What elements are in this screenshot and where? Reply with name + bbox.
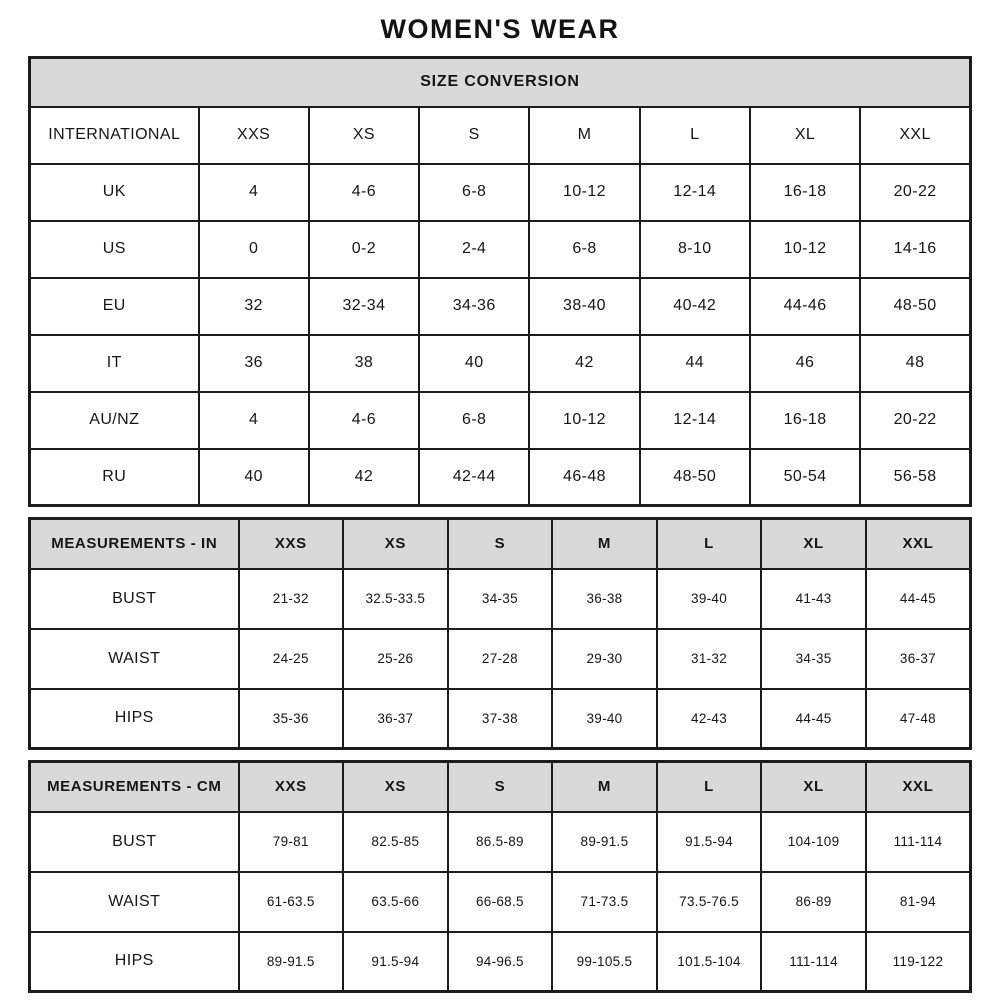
- value-cell: 20-22: [860, 164, 970, 221]
- table-gap: [28, 750, 972, 760]
- value-cell: 44: [640, 335, 750, 392]
- row-label-cell: RU: [30, 449, 199, 506]
- value-cell: 44-45: [866, 569, 971, 629]
- value-cell: 40: [419, 335, 529, 392]
- value-cell: 111-114: [761, 932, 866, 992]
- value-cell: 4-6: [309, 164, 419, 221]
- value-cell: 36-37: [343, 689, 448, 749]
- value-cell: 81-94: [866, 872, 971, 932]
- value-cell: 4: [199, 164, 309, 221]
- row-label-cell: EU: [30, 278, 199, 335]
- table-row: [30, 629, 971, 689]
- size-column-header: M: [552, 762, 657, 812]
- value-cell: 44-46: [750, 278, 860, 335]
- value-cell: 32.5-33.5: [343, 569, 448, 629]
- value-cell: 36-37: [866, 629, 971, 689]
- value-cell: 63.5-66: [343, 872, 448, 932]
- value-cell: 66-68.5: [448, 872, 553, 932]
- value-cell: 27-28: [448, 629, 553, 689]
- value-cell: 61-63.5: [239, 872, 344, 932]
- row-label-cell: WAIST: [30, 629, 239, 689]
- value-cell: 34-35: [761, 629, 866, 689]
- value-cell: XXL: [860, 107, 970, 164]
- value-cell: 2-4: [419, 221, 529, 278]
- table-row: [30, 569, 971, 629]
- row-label-cell: UK: [30, 164, 199, 221]
- value-cell: 6-8: [419, 164, 529, 221]
- table-gap: [28, 507, 972, 517]
- value-cell: 91.5-94: [343, 932, 448, 992]
- value-cell: 47-48: [866, 689, 971, 749]
- measurements-in-header: MEASUREMENTS - IN: [30, 519, 239, 569]
- value-cell: 44-45: [761, 689, 866, 749]
- value-cell: 42-43: [657, 689, 762, 749]
- size-column-header: XXL: [866, 519, 971, 569]
- size-conversion-header-row: [30, 58, 971, 107]
- row-label-cell: HIPS: [30, 932, 239, 992]
- measurements-cm-header: MEASUREMENTS - CM: [30, 762, 239, 812]
- size-column-header: S: [448, 762, 553, 812]
- value-cell: 79-81: [239, 812, 344, 872]
- value-cell: 39-40: [552, 689, 657, 749]
- value-cell: XS: [309, 107, 419, 164]
- value-cell: 42: [309, 449, 419, 506]
- value-cell: 39-40: [657, 569, 762, 629]
- value-cell: 12-14: [640, 164, 750, 221]
- measurements-cm-header-row: [30, 762, 971, 812]
- value-cell: 89-91.5: [239, 932, 344, 992]
- value-cell: 46-48: [529, 449, 639, 506]
- value-cell: 10-12: [529, 164, 639, 221]
- page-title: WOMEN'S WEAR: [380, 14, 620, 44]
- value-cell: 48-50: [640, 449, 750, 506]
- size-column-header: XS: [343, 519, 448, 569]
- value-cell: 56-58: [860, 449, 970, 506]
- value-cell: XL: [750, 107, 860, 164]
- size-column-header: XL: [761, 519, 866, 569]
- value-cell: 89-91.5: [552, 812, 657, 872]
- value-cell: 46: [750, 335, 860, 392]
- value-cell: 42-44: [419, 449, 529, 506]
- size-conversion-table: [28, 56, 972, 507]
- row-label-cell: HIPS: [30, 689, 239, 749]
- value-cell: 82.5-85: [343, 812, 448, 872]
- size-column-header: S: [448, 519, 553, 569]
- table-row: [30, 107, 971, 164]
- value-cell: 42: [529, 335, 639, 392]
- table-row: [30, 278, 971, 335]
- value-cell: 91.5-94: [657, 812, 762, 872]
- table-row: [30, 221, 971, 278]
- value-cell: 86-89: [761, 872, 866, 932]
- size-conversion-header: SIZE CONVERSION: [30, 58, 971, 107]
- row-label-cell: AU/NZ: [30, 392, 199, 449]
- size-column-header: XXS: [239, 519, 344, 569]
- value-cell: L: [640, 107, 750, 164]
- value-cell: 8-10: [640, 221, 750, 278]
- value-cell: 35-36: [239, 689, 344, 749]
- row-label-cell: INTERNATIONAL: [30, 107, 199, 164]
- value-cell: 4-6: [309, 392, 419, 449]
- table-row: [30, 932, 971, 992]
- table-row: [30, 392, 971, 449]
- table-row: [30, 164, 971, 221]
- table-row: [30, 872, 971, 932]
- value-cell: 40-42: [640, 278, 750, 335]
- value-cell: 14-16: [860, 221, 970, 278]
- size-column-header: XS: [343, 762, 448, 812]
- value-cell: 16-18: [750, 392, 860, 449]
- value-cell: 36: [199, 335, 309, 392]
- value-cell: 24-25: [239, 629, 344, 689]
- row-label-cell: WAIST: [30, 872, 239, 932]
- value-cell: 21-32: [239, 569, 344, 629]
- value-cell: 0: [199, 221, 309, 278]
- value-cell: 6-8: [419, 392, 529, 449]
- row-label-cell: BUST: [30, 569, 239, 629]
- value-cell: S: [419, 107, 529, 164]
- value-cell: 10-12: [529, 392, 639, 449]
- size-column-header: M: [552, 519, 657, 569]
- table-row: [30, 812, 971, 872]
- table-row: [30, 335, 971, 392]
- value-cell: 48: [860, 335, 970, 392]
- value-cell: 38: [309, 335, 419, 392]
- size-column-header: L: [657, 762, 762, 812]
- value-cell: 101.5-104: [657, 932, 762, 992]
- value-cell: 0-2: [309, 221, 419, 278]
- value-cell: M: [529, 107, 639, 164]
- value-cell: 73.5-76.5: [657, 872, 762, 932]
- value-cell: 36-38: [552, 569, 657, 629]
- value-cell: 34-36: [419, 278, 529, 335]
- value-cell: 20-22: [860, 392, 970, 449]
- value-cell: 6-8: [529, 221, 639, 278]
- value-cell: 40: [199, 449, 309, 506]
- size-conversion-body: [30, 107, 971, 506]
- size-column-header: XXL: [866, 762, 971, 812]
- size-column-header: XXS: [239, 762, 344, 812]
- value-cell: 29-30: [552, 629, 657, 689]
- row-label-cell: US: [30, 221, 199, 278]
- value-cell: 99-105.5: [552, 932, 657, 992]
- measurements-in-header-row: [30, 519, 971, 569]
- value-cell: 32-34: [309, 278, 419, 335]
- value-cell: 34-35: [448, 569, 553, 629]
- value-cell: 16-18: [750, 164, 860, 221]
- value-cell: 32: [199, 278, 309, 335]
- value-cell: 10-12: [750, 221, 860, 278]
- value-cell: 31-32: [657, 629, 762, 689]
- row-label-cell: BUST: [30, 812, 239, 872]
- measurements-in-body: [30, 569, 971, 749]
- value-cell: 12-14: [640, 392, 750, 449]
- value-cell: 86.5-89: [448, 812, 553, 872]
- size-column-header: XL: [761, 762, 866, 812]
- value-cell: 4: [199, 392, 309, 449]
- value-cell: 104-109: [761, 812, 866, 872]
- value-cell: 111-114: [866, 812, 971, 872]
- measurements-in-table: [28, 517, 972, 750]
- value-cell: 71-73.5: [552, 872, 657, 932]
- row-label-cell: IT: [30, 335, 199, 392]
- value-cell: 50-54: [750, 449, 860, 506]
- value-cell: 119-122: [866, 932, 971, 992]
- value-cell: 38-40: [529, 278, 639, 335]
- value-cell: XXS: [199, 107, 309, 164]
- value-cell: 94-96.5: [448, 932, 553, 992]
- size-column-header: L: [657, 519, 762, 569]
- value-cell: 48-50: [860, 278, 970, 335]
- value-cell: 25-26: [343, 629, 448, 689]
- table-row: [30, 689, 971, 749]
- table-row: [30, 449, 971, 506]
- measurements-cm-body: [30, 812, 971, 992]
- value-cell: 41-43: [761, 569, 866, 629]
- measurements-cm-table: [28, 760, 972, 993]
- value-cell: 37-38: [448, 689, 553, 749]
